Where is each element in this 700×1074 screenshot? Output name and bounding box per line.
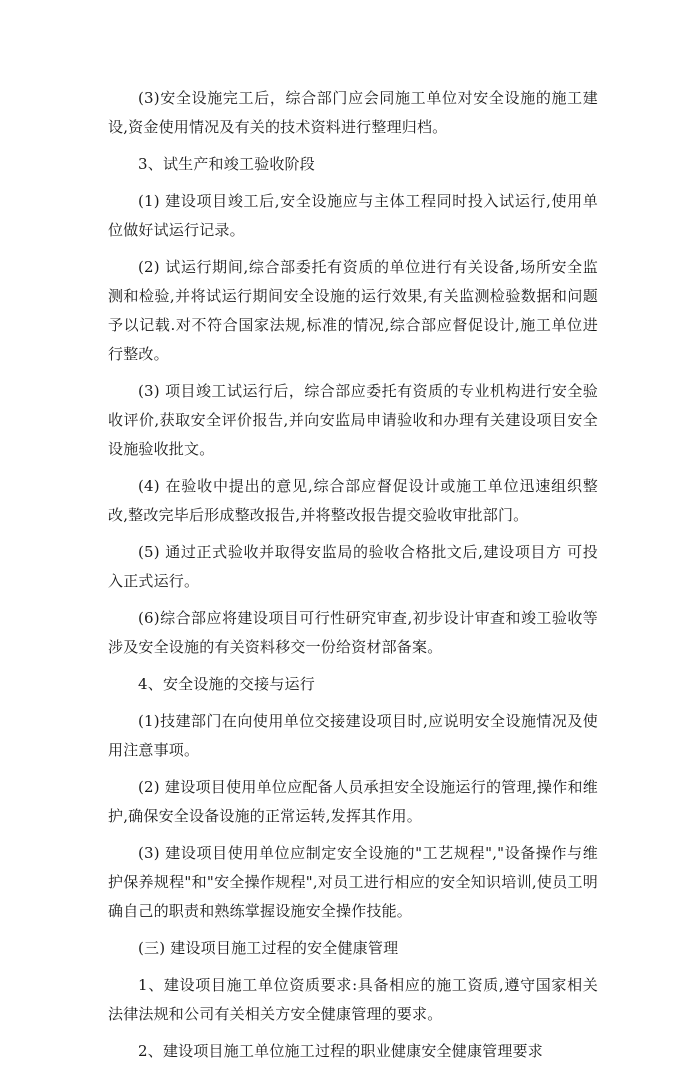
paragraph-trial-run-record: (1) 建设项目竣工后,安全设施应与主体工程同时投入试运行,使用单位做好试运行记录。 — [108, 192, 598, 239]
document-body — [108, 84, 598, 1074]
paragraph-safety-acceptance-evaluation: (3) 项目竣工试运行后，综合部应委托有资质的专业机构进行安全验收评价,获取安全评价报告,并向安监局申请验收和办理有关建设项目安全设施验收批文。 — [108, 382, 598, 458]
paragraph-operation-maintenance: (2) 建设项目使用单位应配备人员承担安全设施运行的管理,操作和维护,确保安全设备设施的正常运转,发挥其作用。 — [108, 778, 598, 825]
paragraph-contractor-health-safety: 2、建设项目施工单位施工过程的职业健康安全健康管理要求 — [138, 1042, 543, 1060]
paragraph-contractor-qualification: 1、建设项目施工单位资质要求:具备相应的施工资质,遵守国家相关法律法规和公司有关相关方安全健康管理的要求。 — [108, 976, 598, 1023]
paragraph-operating-procedures: (3) 建设项目使用单位应制定安全设施的"工艺规程","设备操作与维护保养规程"和"安全操作规程",对员工进行相应的安全知识培训,使员工明确自己的职责和熟练掌握设施安全操作技能。 — [108, 844, 598, 920]
heading-handover-operation: 4、安全设施的交接与运行 — [138, 675, 315, 693]
paragraph-formal-operation: (5) 通过正式验收并取得安监局的验收合格批文后,建设项目方 可投入正式运行。 — [108, 543, 598, 590]
heading-trial-production-acceptance: 3、试生产和竣工验收阶段 — [138, 155, 315, 173]
paragraph-safety-completion-archive: (3)安全设施完工后，综合部门应会同施工单位对安全设施的施工建设,资金使用情况及有关的技术资料进行整理归档。 — [108, 89, 598, 136]
paragraph-rectification-report: (4) 在验收中提出的意见,综合部应督促设计或施工单位迅速组织整改,整改完毕后形成整改报告,并将整改报告提交验收审批部门。 — [108, 477, 598, 524]
paragraph-handover-notes: (1)技建部门在向使用单位交接建设项目时,应说明安全设施情况及使用注意事项。 — [108, 712, 598, 759]
heading-construction-safety-management: (三) 建设项目施工过程的安全健康管理 — [138, 939, 399, 957]
paragraph-trial-run-inspection: (2) 试运行期间,综合部委托有资质的单位进行有关设备,场所安全监测和检验,并将试运行期间安全设施的运行效果,有关监测检验数据和问题予以记载.对不符合国家法规,标准的情况,综合部应督促设计,施工单位进行整改。 — [108, 258, 598, 363]
paragraph-records-filing: (6)综合部应将建设项目可行性研究审查,初步设计审查和竣工验收等涉及安全设施的有关资料移交一份给资材部备案。 — [108, 609, 598, 656]
